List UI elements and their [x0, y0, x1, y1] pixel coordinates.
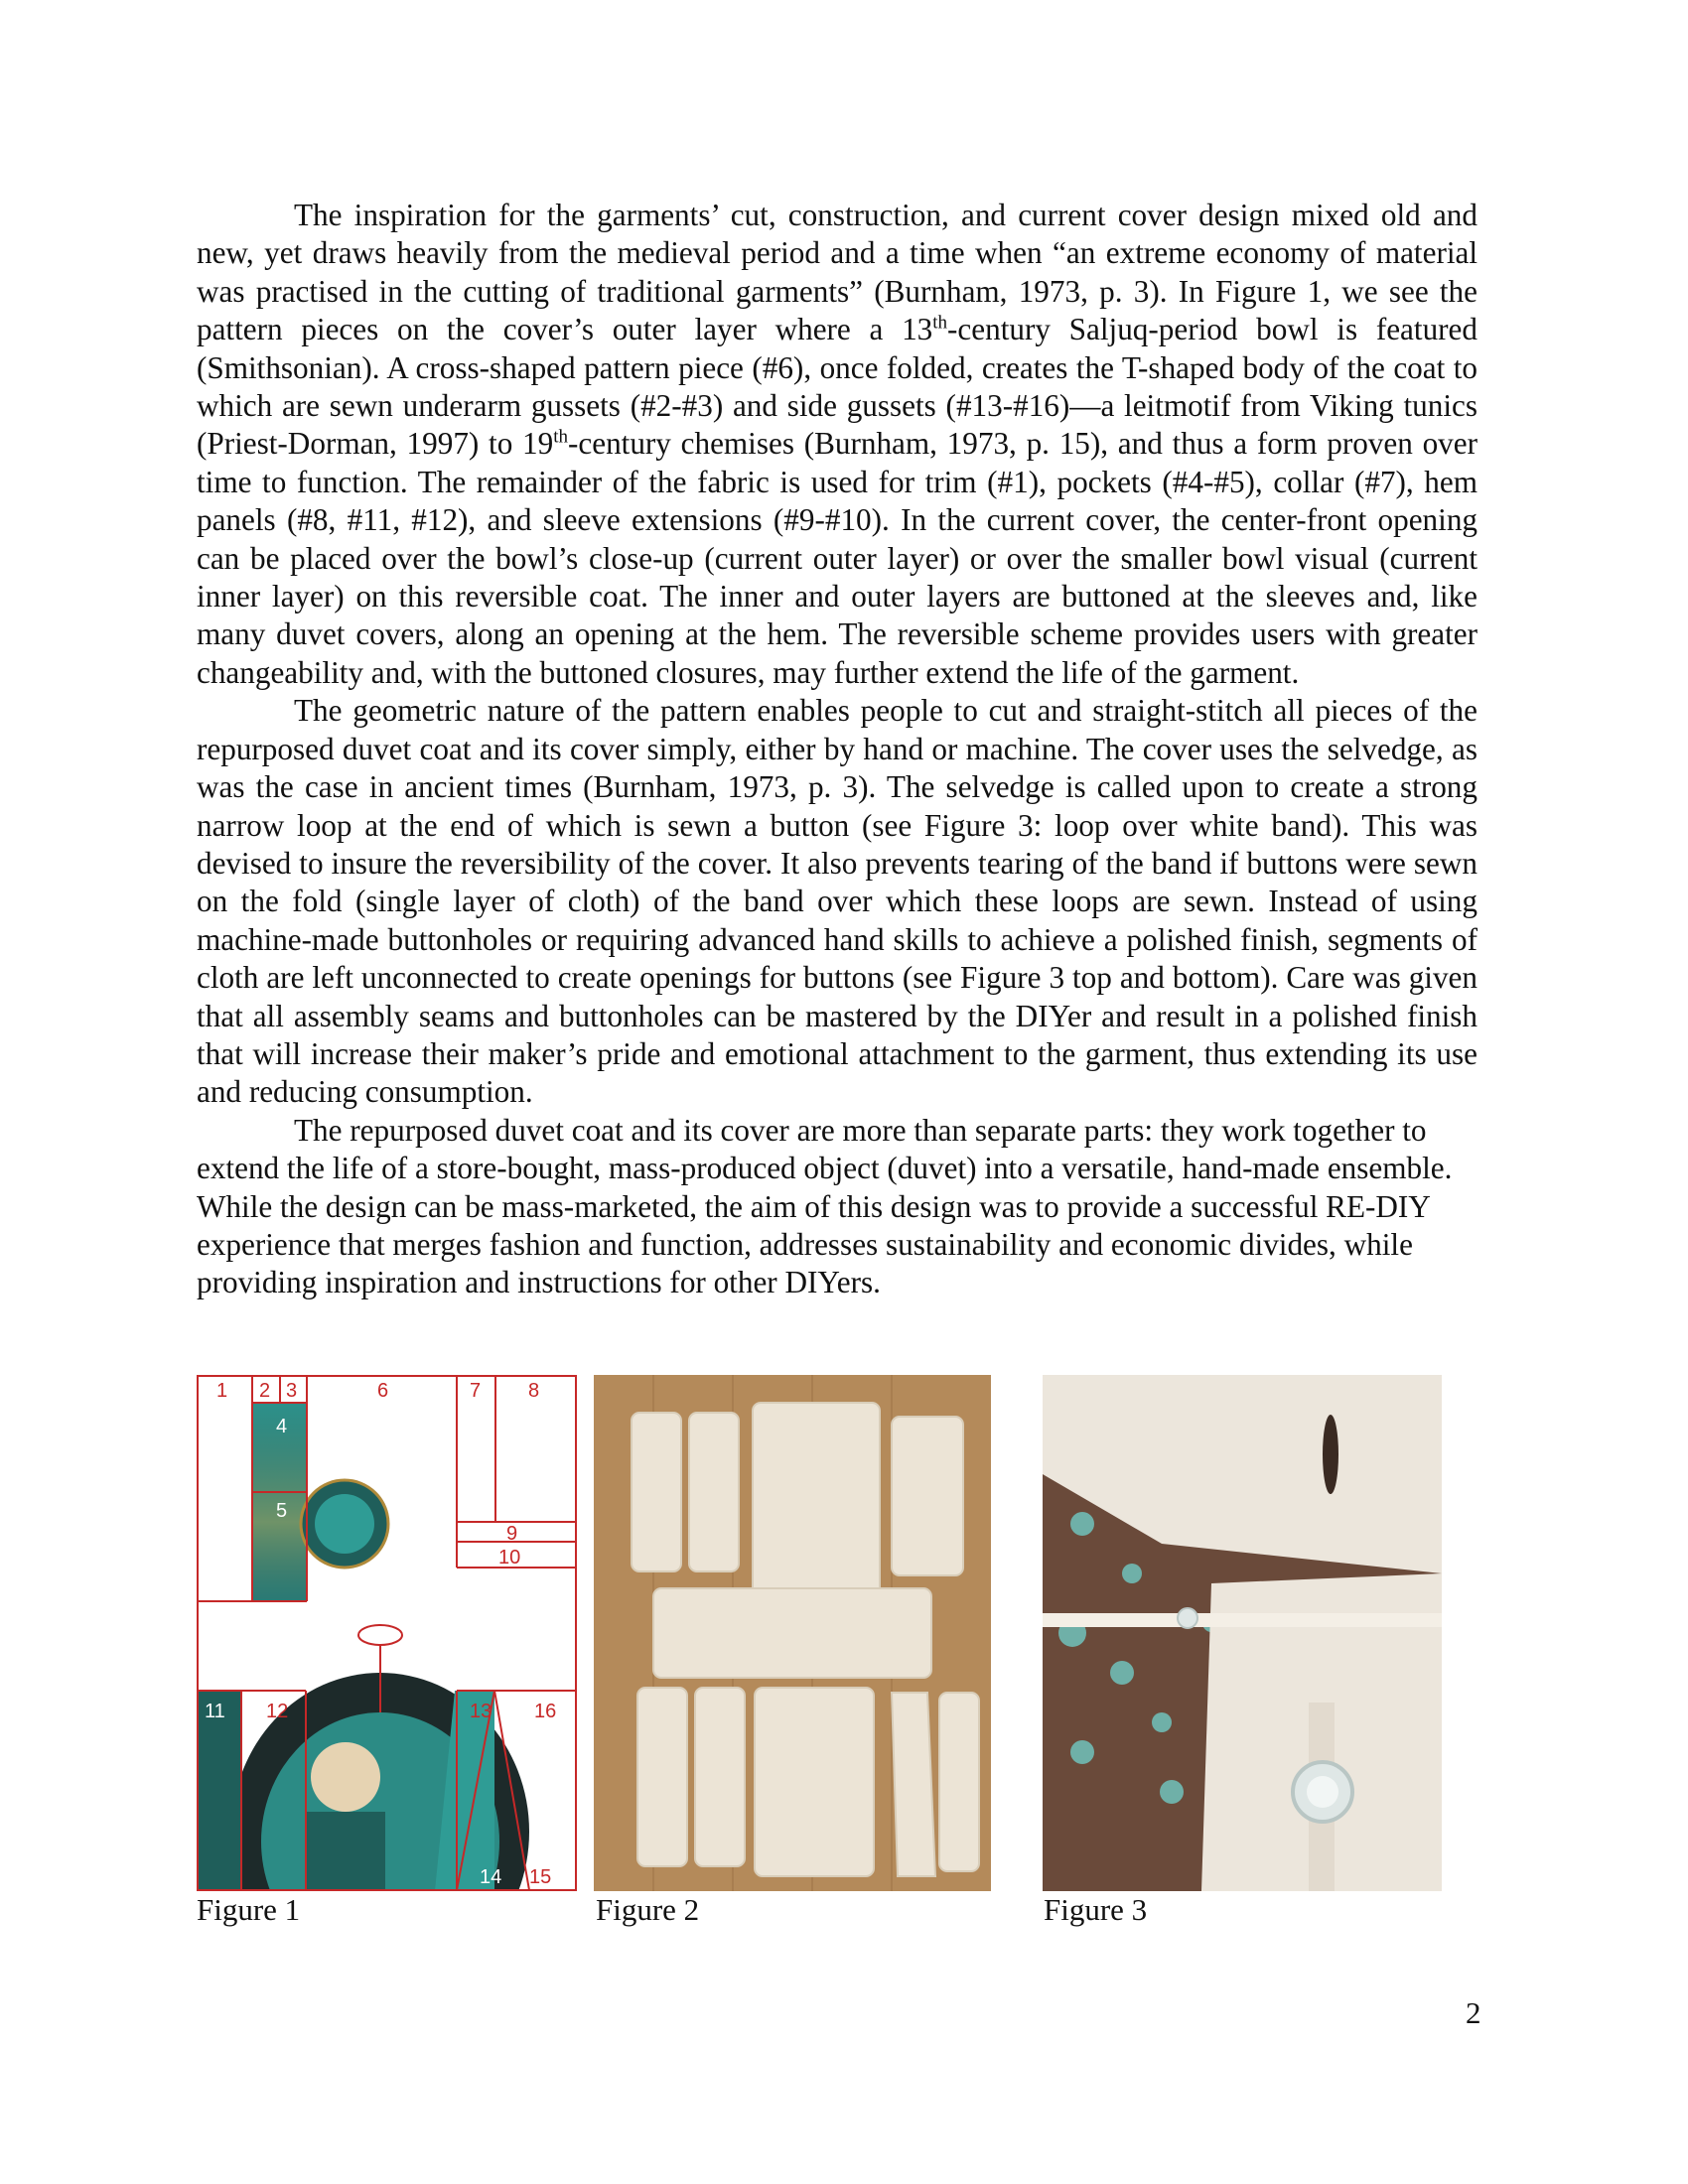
pattern-svg	[197, 1375, 577, 1891]
pattern-label: 15	[529, 1866, 552, 1888]
pattern-label: 14	[480, 1866, 502, 1888]
pattern-label: 4	[276, 1416, 288, 1437]
button-photo-svg	[1043, 1375, 1442, 1891]
superscript-th: th	[932, 312, 948, 334]
paragraph-1-part-b: -century Saljuq-period bowl is featured (Smithsonian). A cross-shaped pattern piece (#6), once folded, creates the T-shaped body of the coat to which are sewn underarm gussets (#2-#3) and side gussets (#13-#16)—a leitmotif from Viking tunics (Priest-Dorman, 1997) to 19	[197, 312, 1477, 462]
figure-1-pattern-diagram	[197, 1375, 577, 1891]
superscript-th: th	[553, 427, 568, 449]
paragraph-1-part-a: The inspiration for the garments’ cut, construction, and current cover design mixed old and new, yet draws heavily from the medieval period and a time when “an extreme economy of material was practised in the cutting of traditional garments” (Burnham, 1973, p. 3). In Figure 1, we see the pattern pieces on the cover’s outer layer where a 13	[197, 198, 1477, 347]
figure-1-caption: Figure 1	[197, 1892, 301, 1927]
pattern-label: 8	[528, 1380, 540, 1402]
pattern-label: 3	[286, 1380, 298, 1402]
pattern-label: 1	[216, 1380, 228, 1402]
paragraph-2: The geometric nature of the pattern enables people to cut and straight-stitch all pieces of the repurposed duvet coat and its cover simply, either by hand or machine. The cover uses the selvedge, as was the case in ancient times (Burnham, 1973, p. 3). The selvedge is called upon to create a strong narrow loop at the end of which is sewn a button (see Figure 3: loop over white band). This was devised to insure the reversibility of the cover. It also prevents tearing of the band if buttons were sewn on the fold (single layer of cloth) of the band over which these loops are sewn. Instead of using machine-made buttonholes or requiring advanced hand skills to achieve a polished finish, segments of cloth are left unconnected to create openings for buttons (see Figure 3 top and bottom). Care was given that all assembly seams and buttonholes can be mastered by the DIYer and result in a polished finish that will increase their maker’s pride and emotional attachment to the garment, thus extending its use and reducing consumption.	[197, 693, 1477, 1110]
duvet-photo-svg	[594, 1375, 991, 1891]
pattern-label: 7	[470, 1380, 482, 1402]
page-number: 2	[1466, 1995, 1481, 2030]
pattern-label: 12	[266, 1701, 289, 1722]
paragraph-3: The repurposed duvet coat and its cover are more than separate parts: they work together to extend the life of a store-bought, mass-produced object (duvet) into a versatile, hand-made ensemble. While the design can be mass-marketed, the aim of this design was to provide a successful RE-DIY experience that merges fashion and function, addresses sustainability and economic divides, while providing inspiration and instructions for other DIYers.	[197, 1112, 1453, 1300]
pattern-label: 2	[259, 1380, 271, 1402]
pattern-label: 11	[205, 1701, 225, 1722]
figure-2-duvet-pieces-photo	[594, 1375, 991, 1891]
pattern-label: 6	[377, 1380, 389, 1402]
paragraph-1-part-c: -century chemises (Burnham, 1973, p. 15), and thus a form proven over time to function. The remainder of the fabric is used for trim (#1), pockets (#4-#5), collar (#7), hem panels (#8, #11, #12), and sleeve extensions (#9-#10). In the current cover, the center-front opening can be placed over the bowl’s close-up (current outer layer) or over the smaller bowl visual (current inner layer) on this reversible coat. The inner and outer layers are buttoned at the sleeves and, like many duvet covers, along an opening at the hem. The reversible scheme provides users with greater changeability and, with the buttoned closures, may further extend the life of the garment.	[197, 426, 1477, 690]
body-text	[197, 197, 1477, 1302]
pattern-label: 5	[276, 1500, 288, 1522]
paragraph-1	[197, 197, 1477, 692]
pattern-label: 13	[470, 1701, 492, 1722]
figure-3-caption: Figure 3	[1044, 1892, 1148, 1927]
pattern-label: 16	[534, 1701, 557, 1722]
figure-2-caption: Figure 2	[596, 1892, 700, 1927]
pattern-label: 10	[498, 1547, 521, 1569]
pattern-label: 9	[506, 1523, 518, 1545]
figure-3-button-loop-photo	[1043, 1375, 1442, 1891]
